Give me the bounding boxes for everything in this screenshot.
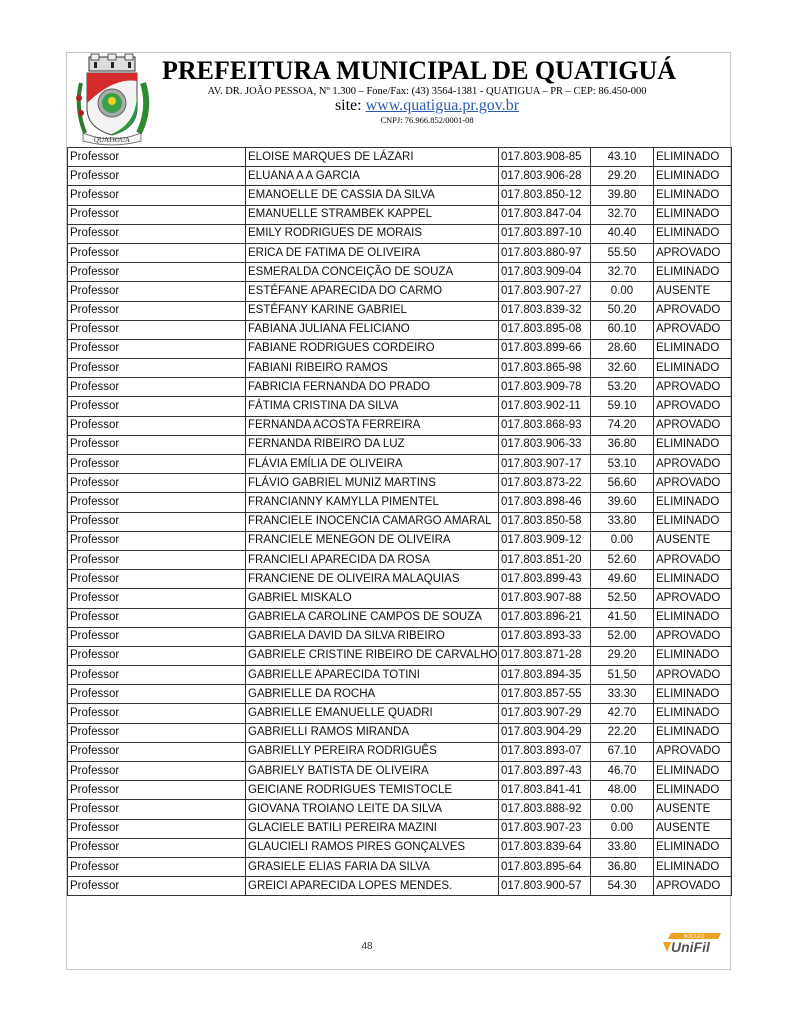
cell-inscricao: 017.803.868-93 (499, 416, 591, 435)
cnpj-line: CNPJ: 76.966.852/0001-08 (380, 115, 474, 125)
cell-nome: FÁTIMA CRISTINA DA SILVA (246, 397, 499, 416)
cell-inscricao: 017.803.898-46 (499, 493, 591, 512)
table-row (68, 550, 732, 569)
cell-nota: 53.10 (591, 455, 654, 474)
cell-nota: 33.30 (591, 685, 654, 704)
cell-inscricao: 017.803.906-28 (499, 167, 591, 186)
cell-nota: 40.40 (591, 224, 654, 243)
cell-nota: 43.10 (591, 148, 654, 167)
cell-inscricao: 017.803.909-12 (499, 531, 591, 550)
cell-nome: FABRICIA FERNANDA DO PRADO (246, 378, 499, 397)
cell-cargo: Professor (68, 378, 246, 397)
cell-situacao: APROVADO (654, 455, 732, 474)
cell-situacao: ELIMINADO (654, 704, 732, 723)
cell-situacao: AUSENTE (654, 819, 732, 838)
cell-nome: GABRIELLY PEREIRA RODRIGUÊS (246, 742, 499, 761)
cell-situacao: ELIMINADO (654, 838, 732, 857)
cell-cargo: Professor (68, 435, 246, 454)
cell-situacao: ELIMINADO (654, 512, 732, 531)
cell-situacao: APROVADO (654, 877, 732, 896)
table-row (68, 167, 732, 186)
table-row (68, 378, 732, 397)
cell-situacao: APROVADO (654, 378, 732, 397)
cell-inscricao: 017.803.839-64 (499, 838, 591, 857)
cell-nota: 54.30 (591, 877, 654, 896)
table-row (68, 455, 732, 474)
cell-nota: 32.70 (591, 263, 654, 282)
cell-inscricao: 017.803.907-88 (499, 589, 591, 608)
cell-situacao: ELIMINADO (654, 646, 732, 665)
cell-situacao: ELIMINADO (654, 435, 732, 454)
cell-cargo: Professor (68, 243, 246, 262)
cell-inscricao: 017.803.909-04 (499, 263, 591, 282)
table-row (68, 762, 732, 781)
svg-text:NÚCLEO: NÚCLEO (683, 934, 705, 940)
cell-nome: EMANUELLE STRAMBEK KAPPEL (246, 205, 499, 224)
cell-nota: 36.80 (591, 435, 654, 454)
cell-nome: FERNANDA RIBEIRO DA LUZ (246, 435, 499, 454)
cell-cargo: Professor (68, 723, 246, 742)
cell-inscricao: 017.803.895-64 (499, 857, 591, 876)
cell-cargo: Professor (68, 167, 246, 186)
cell-cargo: Professor (68, 646, 246, 665)
cell-situacao: ELIMINADO (654, 339, 732, 358)
page-title: PREFEITURA MUNICIPAL DE QUATIGUÁ (161, 56, 677, 85)
cell-nota: 56.60 (591, 474, 654, 493)
cell-situacao: ELIMINADO (654, 608, 732, 627)
cell-cargo: Professor (68, 359, 246, 378)
table-row (68, 148, 732, 167)
cell-nome: GABRIELA DAVID DA SILVA RIBEIRO (246, 627, 499, 646)
results-table-body (68, 148, 732, 896)
cell-nota: 32.70 (591, 205, 654, 224)
cell-nota: 0.00 (591, 282, 654, 301)
table-row (68, 723, 732, 742)
cell-situacao: APROVADO (654, 397, 732, 416)
cell-inscricao: 017.803.907-17 (499, 455, 591, 474)
cell-situacao: APROVADO (654, 627, 732, 646)
cell-cargo: Professor (68, 704, 246, 723)
cell-situacao: APROVADO (654, 550, 732, 569)
cell-nota: 49.60 (591, 570, 654, 589)
cell-cargo: Professor (68, 397, 246, 416)
cell-nome: GIOVANA TROIANO LEITE DA SILVA (246, 800, 499, 819)
cell-nota: 50.20 (591, 301, 654, 320)
table-row (68, 416, 732, 435)
site-label: site: (334, 97, 366, 114)
cell-nota: 67.10 (591, 742, 654, 761)
cell-situacao: AUSENTE (654, 800, 732, 819)
cell-nota: 28.60 (591, 339, 654, 358)
unifil-logo-icon (661, 930, 727, 956)
cell-inscricao: 017.803.907-23 (499, 819, 591, 838)
cell-nome: GABRIELLE EMANUELLE QUADRI (246, 704, 499, 723)
cell-situacao: APROVADO (654, 742, 732, 761)
cell-cargo: Professor (68, 282, 246, 301)
cell-cargo: Professor (68, 608, 246, 627)
cell-nome: GREICI APARECIDA LOPES MENDES. (246, 877, 499, 896)
cell-nome: ESTÉFANY KARINE GABRIEL (246, 301, 499, 320)
cell-inscricao: 017.803.900-57 (499, 877, 591, 896)
cell-nota: 52.50 (591, 589, 654, 608)
cell-inscricao: 017.803.907-29 (499, 704, 591, 723)
cell-cargo: Professor (68, 685, 246, 704)
cell-nota: 0.00 (591, 819, 654, 838)
cell-inscricao: 017.803.907-27 (499, 282, 591, 301)
cell-cargo: Professor (68, 838, 246, 857)
cell-inscricao: 017.803.897-43 (499, 762, 591, 781)
cell-situacao: APROVADO (654, 474, 732, 493)
table-row (68, 685, 732, 704)
cell-inscricao: 017.803.899-43 (499, 570, 591, 589)
cell-nota: 0.00 (591, 531, 654, 550)
cell-situacao: ELIMINADO (654, 570, 732, 589)
cell-nome: GLAUCIELI RAMOS PIRES GONÇALVES (246, 838, 499, 857)
cell-nome: GLACIELE BATILI PEREIRA MAZINI (246, 819, 499, 838)
cell-nota: 0.00 (591, 800, 654, 819)
table-row (68, 627, 732, 646)
cell-cargo: Professor (68, 570, 246, 589)
cell-nome: GABRIELY BATISTA DE OLIVEIRA (246, 762, 499, 781)
cell-situacao: ELIMINADO (654, 723, 732, 742)
table-row (68, 646, 732, 665)
table-row (68, 589, 732, 608)
cell-situacao: ELIMINADO (654, 224, 732, 243)
cell-cargo: Professor (68, 148, 246, 167)
table-row (68, 243, 732, 262)
cell-nome: FERNANDA ACOSTA FERREIRA (246, 416, 499, 435)
table-row (68, 224, 732, 243)
cell-situacao: ELIMINADO (654, 493, 732, 512)
cell-inscricao: 017.803.893-07 (499, 742, 591, 761)
cell-inscricao: 017.803.909-78 (499, 378, 591, 397)
cell-situacao: ELIMINADO (654, 205, 732, 224)
cell-inscricao: 017.803.897-10 (499, 224, 591, 243)
cell-nota: 52.00 (591, 627, 654, 646)
cell-nota: 48.00 (591, 781, 654, 800)
cell-cargo: Professor (68, 819, 246, 838)
cell-nome: GRASIELE ELIAS FARIA DA SILVA (246, 857, 499, 876)
cell-nota: 33.80 (591, 512, 654, 531)
cell-nome: GABRIELLI RAMOS MIRANDA (246, 723, 499, 742)
cell-situacao: ELIMINADO (654, 685, 732, 704)
cell-nota: 46.70 (591, 762, 654, 781)
cell-nome: GEICIANE RODRIGUES TEMISTOCLE (246, 781, 499, 800)
cell-inscricao: 017.803.839-32 (499, 301, 591, 320)
cell-inscricao: 017.803.888-92 (499, 800, 591, 819)
cell-cargo: Professor (68, 627, 246, 646)
cell-cargo: Professor (68, 550, 246, 569)
table-row (68, 186, 732, 205)
cell-cargo: Professor (68, 800, 246, 819)
cell-nome: FRANCIANNY KAMYLLA PIMENTEL (246, 493, 499, 512)
table-row (68, 435, 732, 454)
cell-nota: 59.10 (591, 397, 654, 416)
cell-cargo: Professor (68, 205, 246, 224)
cell-nota: 51.50 (591, 666, 654, 685)
table-row (68, 857, 732, 876)
cell-nota: 29.20 (591, 167, 654, 186)
table-row (68, 877, 732, 896)
cell-cargo: Professor (68, 512, 246, 531)
cell-nome: FABIANE RODRIGUES CORDEIRO (246, 339, 499, 358)
cell-nota: 55.50 (591, 243, 654, 262)
table-row (68, 512, 732, 531)
cell-cargo: Professor (68, 742, 246, 761)
cell-nome: ELOISE MARQUES DE LÁZARI (246, 148, 499, 167)
municipal-crest-icon (69, 53, 155, 147)
table-row (68, 608, 732, 627)
cell-nome: GABRIEL MISKALO (246, 589, 499, 608)
table-row (68, 781, 732, 800)
cell-nome: ELUANA A A GARCIA (246, 167, 499, 186)
cell-nome: FRANCIELE MENEGON DE OLIVEIRA (246, 531, 499, 550)
table-row (68, 359, 732, 378)
table-row (68, 320, 732, 339)
cell-nome: EMILY RODRIGUES DE MORAIS (246, 224, 499, 243)
cell-cargo: Professor (68, 224, 246, 243)
cell-inscricao: 017.803.880-97 (499, 243, 591, 262)
table-row (68, 263, 732, 282)
cell-nome: ESMERALDA CONCEIÇÃO DE SOUZA (246, 263, 499, 282)
cell-cargo: Professor (68, 263, 246, 282)
cell-inscricao: 017.803.899-66 (499, 339, 591, 358)
cell-situacao: APROVADO (654, 301, 732, 320)
cell-cargo: Professor (68, 301, 246, 320)
cell-cargo: Professor (68, 416, 246, 435)
letterhead (67, 53, 730, 148)
cell-inscricao: 017.803.904-29 (499, 723, 591, 742)
cell-cargo: Professor (68, 666, 246, 685)
cell-inscricao: 017.803.893-33 (499, 627, 591, 646)
table-row (68, 493, 732, 512)
cell-situacao: APROVADO (654, 320, 732, 339)
cell-nome: FRANCIENE DE OLIVEIRA MALAQUIAS (246, 570, 499, 589)
address-line: AV. DR. JOÃO PESSOA, Nº 1.300 – Fone/Fax: (43) 3564-1381 - QUATIGUA – PR – CEP: 86.450-000 (207, 86, 647, 97)
page-number: 48 (361, 941, 373, 952)
cell-situacao: ELIMINADO (654, 857, 732, 876)
cell-nota: 32.60 (591, 359, 654, 378)
cell-cargo: Professor (68, 781, 246, 800)
cell-nota: 74.20 (591, 416, 654, 435)
cell-nota: 53.20 (591, 378, 654, 397)
table-row (68, 819, 732, 838)
cell-nota: 36.80 (591, 857, 654, 876)
cell-cargo: Professor (68, 762, 246, 781)
cell-nome: FABIANA JULIANA FELICIANO (246, 320, 499, 339)
cell-situacao: APROVADO (654, 666, 732, 685)
cell-nome: GABRIELA CAROLINE CAMPOS DE SOUZA (246, 608, 499, 627)
cell-nota: 33.80 (591, 838, 654, 857)
cell-inscricao: 017.803.857-55 (499, 685, 591, 704)
cell-inscricao: 017.803.847-04 (499, 205, 591, 224)
table-row (68, 282, 732, 301)
cell-situacao: ELIMINADO (654, 186, 732, 205)
cell-situacao: ELIMINADO (654, 263, 732, 282)
table-row (68, 742, 732, 761)
table-row (68, 531, 732, 550)
svg-text:QUATIGUA: QUATIGUA (93, 136, 131, 144)
cell-situacao: APROVADO (654, 589, 732, 608)
cell-inscricao: 017.803.851-20 (499, 550, 591, 569)
cell-cargo: Professor (68, 339, 246, 358)
cell-nota: 52.60 (591, 550, 654, 569)
cell-inscricao: 017.803.896-21 (499, 608, 591, 627)
cell-nota: 39.80 (591, 186, 654, 205)
cell-situacao: AUSENTE (654, 282, 732, 301)
cell-nome: FLÁVIO GABRIEL MUNIZ MARTINS (246, 474, 499, 493)
table-row (68, 205, 732, 224)
cell-inscricao: 017.803.908-85 (499, 148, 591, 167)
cell-inscricao: 017.803.906-33 (499, 435, 591, 454)
cell-cargo: Professor (68, 531, 246, 550)
table-row (68, 570, 732, 589)
cell-cargo: Professor (68, 493, 246, 512)
cell-inscricao: 017.803.850-58 (499, 512, 591, 531)
table-row (68, 474, 732, 493)
document-page (66, 52, 731, 970)
cell-inscricao: 017.803.850-12 (499, 186, 591, 205)
cell-situacao: AUSENTE (654, 531, 732, 550)
cell-nome: FRANCIELE INOCENCIA CAMARGO AMARAL (246, 512, 499, 531)
table-row (68, 704, 732, 723)
cell-nome: GABRIELLE DA ROCHA (246, 685, 499, 704)
cell-inscricao: 017.803.841-41 (499, 781, 591, 800)
table-row (68, 666, 732, 685)
cell-cargo: Professor (68, 320, 246, 339)
cell-nome: FABIANI RIBEIRO RAMOS (246, 359, 499, 378)
cell-nome: FRANCIELI APARECIDA DA ROSA (246, 550, 499, 569)
site-link[interactable]: www.quatigua.pr.gov.br (365, 97, 520, 114)
site-line (237, 97, 617, 115)
cell-situacao: ELIMINADO (654, 167, 732, 186)
cell-nome: FLÁVIA EMÍLIA DE OLIVEIRA (246, 455, 499, 474)
cell-inscricao: 017.803.865-98 (499, 359, 591, 378)
svg-text:UniFil: UniFil (671, 939, 710, 955)
table-row (68, 339, 732, 358)
table-row (68, 301, 732, 320)
cell-nome: GABRIELE CRISTINE RIBEIRO DE CARVALHO (246, 646, 499, 665)
cell-inscricao: 017.803.894-35 (499, 666, 591, 685)
cell-situacao: ELIMINADO (654, 781, 732, 800)
cell-nota: 41.50 (591, 608, 654, 627)
cell-nota: 42.70 (591, 704, 654, 723)
cell-inscricao: 017.803.902-11 (499, 397, 591, 416)
cell-situacao: ELIMINADO (654, 148, 732, 167)
cell-cargo: Professor (68, 186, 246, 205)
cell-situacao: ELIMINADO (654, 762, 732, 781)
cell-inscricao: 017.803.873-22 (499, 474, 591, 493)
cell-cargo: Professor (68, 455, 246, 474)
cell-inscricao: 017.803.895-08 (499, 320, 591, 339)
cell-cargo: Professor (68, 857, 246, 876)
cell-nota: 39.60 (591, 493, 654, 512)
cell-nota: 60.10 (591, 320, 654, 339)
results-table (67, 147, 732, 896)
cell-cargo: Professor (68, 877, 246, 896)
cell-nome: ERICA DE FATIMA DE OLIVEIRA (246, 243, 499, 262)
cell-situacao: ELIMINADO (654, 359, 732, 378)
table-row (68, 397, 732, 416)
cell-nota: 22.20 (591, 723, 654, 742)
cell-nome: EMANOELLE DE CASSIA DA SILVA (246, 186, 499, 205)
cell-cargo: Professor (68, 589, 246, 608)
table-row (68, 838, 732, 857)
cell-inscricao: 017.803.871-28 (499, 646, 591, 665)
cell-situacao: APROVADO (654, 416, 732, 435)
cell-cargo: Professor (68, 474, 246, 493)
cell-situacao: APROVADO (654, 243, 732, 262)
table-row (68, 800, 732, 819)
cell-nota: 29.20 (591, 646, 654, 665)
cell-nome: GABRIELLE APARECIDA TOTINI (246, 666, 499, 685)
cell-nome: ESTÉFANE APARECIDA DO CARMO (246, 282, 499, 301)
